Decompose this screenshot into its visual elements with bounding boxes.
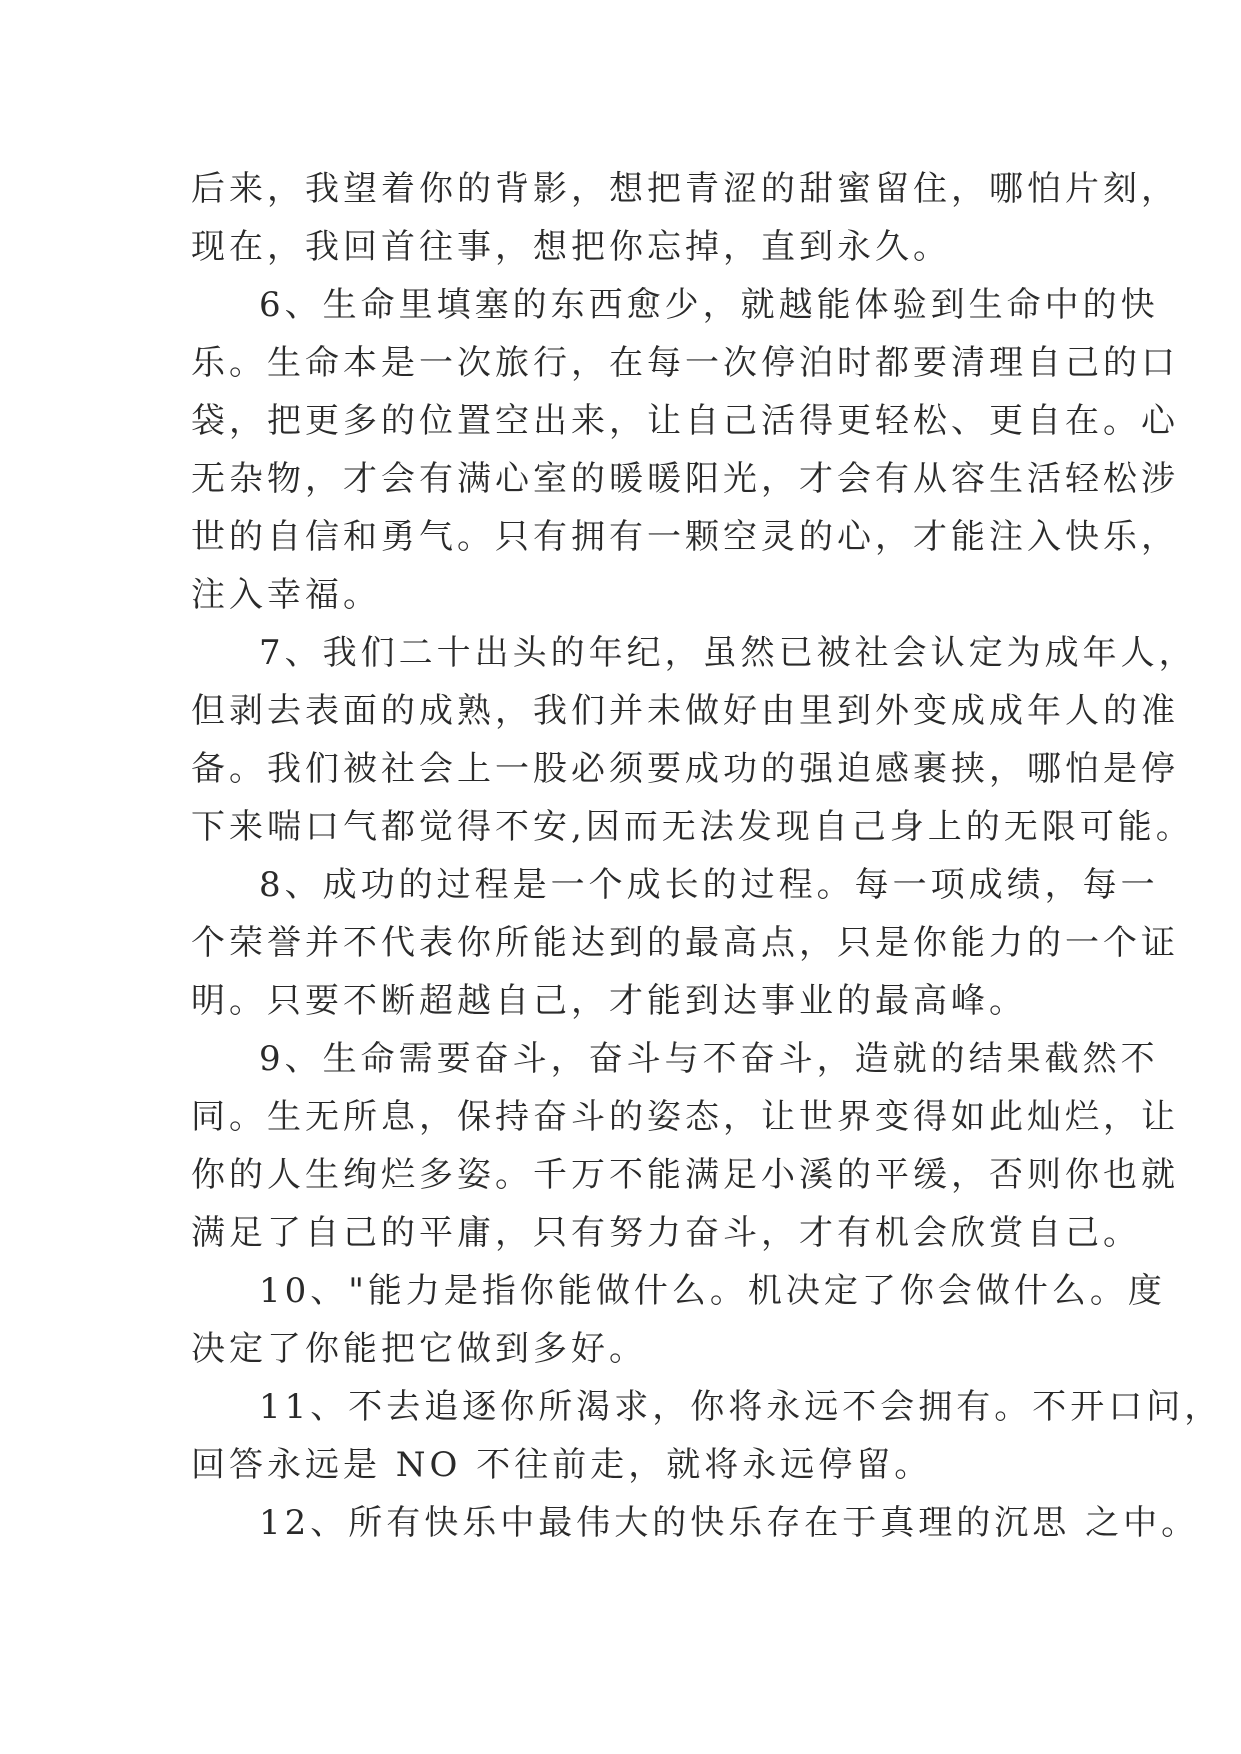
text-line: 明。只要不断超越自己，才能到达事业的最高峰。: [191, 981, 1027, 1021]
text-line: 袋，把更多的位置空出来，让自己活得更轻松、更自在。心: [191, 401, 1179, 441]
text-line: 后来，我望着你的背影，想把青涩的甜蜜留住，哪怕片刻，: [191, 169, 1179, 209]
text-line: 备。我们被社会上一股必须要成功的强迫感裹挟，哪怕是停: [191, 749, 1179, 789]
text-line: 决定了你能把它做到多好。: [191, 1329, 647, 1369]
text-line: 注入幸福。: [191, 575, 381, 615]
text-line: 个荣誉并不代表你所能达到的最高点，只是你能力的一个证: [191, 923, 1179, 963]
text-line: 乐。生命本是一次旅行，在每一次停泊时都要清理自己的口: [191, 343, 1179, 383]
text-line: 6、生命里填塞的东西愈少，就越能体验到生命中的快: [259, 285, 1159, 325]
document-body: [191, 160, 1223, 1552]
text-line: 世的自信和勇气。只有拥有一颗空灵的心，才能注入快乐，: [191, 517, 1179, 557]
text-line: 9、生命需要奋斗，奋斗与不奋斗，造就的结果截然不: [259, 1039, 1159, 1079]
text-line: 11、不去追逐你所渴求，你将永远不会拥有。不开口问，: [259, 1387, 1223, 1427]
text-line: 但剥去表面的成熟，我们并未做好由里到外变成成年人的准: [191, 691, 1179, 731]
text-line: 同。生无所息，保持奋斗的姿态，让世界变得如此灿烂，让: [191, 1097, 1179, 1137]
text-line: 你的人生绚烂多姿。千万不能满足小溪的平缓，否则你也就: [191, 1155, 1179, 1195]
text-line: 12、所有快乐中最伟大的快乐存在于真理的沉思 之中。: [259, 1503, 1200, 1543]
text-line: 现在，我回首往事，想把你忘掉，直到永久。: [191, 227, 951, 267]
text-line: 10、"能力是指你能做什么。机决定了你会做什么。度: [259, 1271, 1166, 1311]
text-line: 无杂物，才会有满心室的暖暖阳光，才会有从容生活轻松涉: [191, 459, 1179, 499]
text-line: 下来喘口气都觉得不安,因而无法发现自己身上的无限可能。: [191, 807, 1194, 847]
text-line: 8、成功的过程是一个成长的过程。每一项成绩，每一: [259, 865, 1159, 905]
text-line: 7、我们二十出头的年纪，虽然已被社会认定为成年人，: [259, 633, 1197, 673]
text-line: 回答永远是 NO 不往前走，就将永远停留。: [191, 1445, 933, 1485]
text-line: 满足了自己的平庸，只有努力奋斗，才有机会欣赏自己。: [191, 1213, 1141, 1253]
